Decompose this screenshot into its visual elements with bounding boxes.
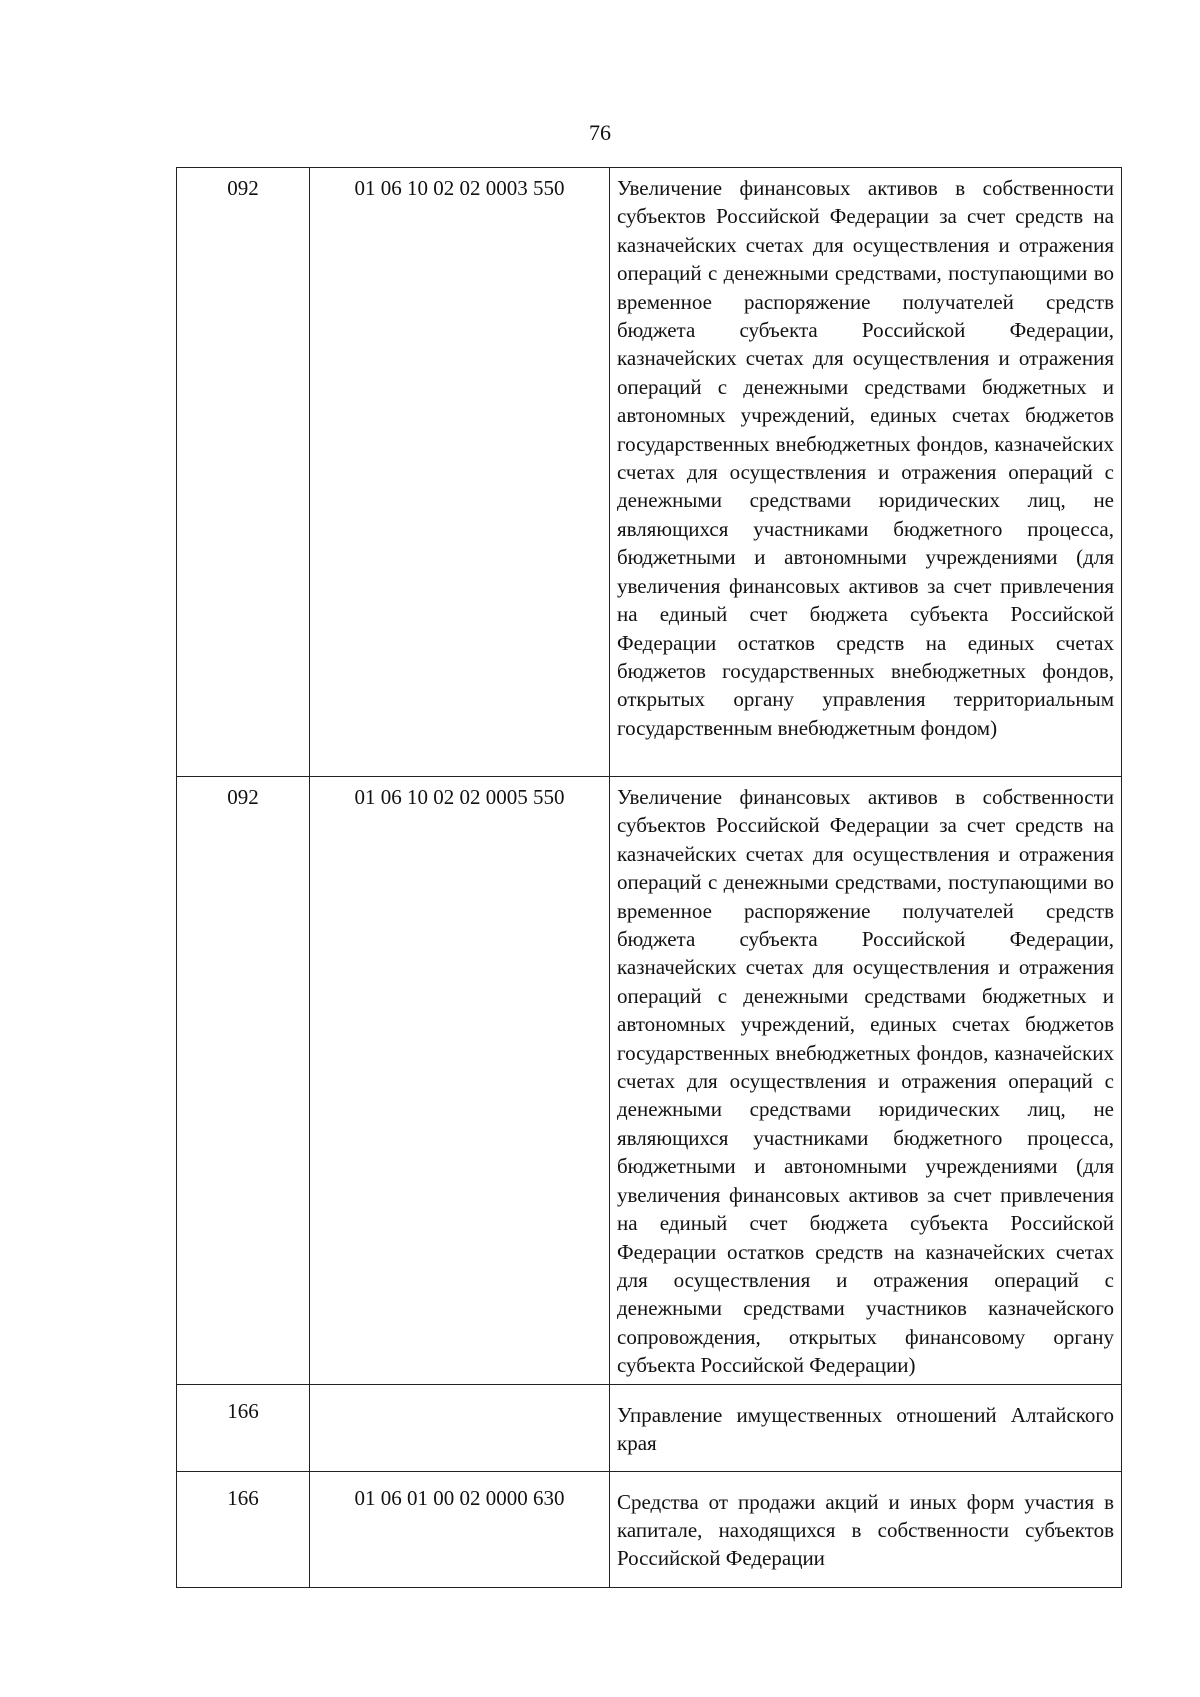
- admin-code-cell: 092: [177, 777, 310, 1385]
- table-row: [177, 1384, 1122, 1471]
- table-row: [177, 1471, 1122, 1587]
- source-name-cell: Увеличение финансовых активов в собственности субъектов Российской Федерации за счет средств на казначейских счетах для осуществления и отражения операций с денежными средствами, поступающими во временное распоряжение получателей средств бюджета субъекта Российской Федерации, казначейских счетах для осуществления и отражения операций с денежными средствами бюджетных и автономных учреждений, единых счетах бюджетов государственных внебюджетных фондов, казначейских счетах для осуществления и отражения операций с денежными средствами юридических лиц, не являющихся участниками бюджетного процесса, бюджетными и автономными учреждениями (для увеличения финансовых активов за счет привлечения на единый счет бюджета субъекта Российской Федерации остатков средств на единых счетах бюджетов государственных внебюджетных фондов, открытых органу управления территориальным государственным внебюджетным фондом): [610, 168, 1122, 777]
- admin-code-cell: 166: [177, 1384, 310, 1471]
- page-number: 76: [589, 120, 611, 145]
- source-name-cell: Средства от продажи акций и иных форм участия в капитале, находящихся в собственности субъектов Российской Федерации: [610, 1471, 1122, 1587]
- admin-code-cell: 092: [177, 168, 310, 777]
- source-code-cell: 01 06 01 00 02 0000 630: [310, 1471, 610, 1587]
- source-code-cell: 01 06 10 02 02 0005 550: [310, 777, 610, 1385]
- budget-sources-table: [176, 167, 1122, 1588]
- source-name-cell: Увеличение финансовых активов в собственности субъектов Российской Федерации за счет средств на казначейских счетах для осуществления и отражения операций с денежными средствами, поступающими во временное распоряжение получателей средств бюджета субъекта Российской Федерации, казначейских счетах для осуществления и отражения операций с денежными средствами бюджетных и автономных учреждений, единых счетах бюджетов государственных внебюджетных фондов, казначейских счетах для осуществления и отражения операций с денежными средствами юридических лиц, не являющихся участниками бюджетного процесса, бюджетными и автономными учреждениями (для увеличения финансовых активов за счет привлечения на единый счет бюджета субъекта Российской Федерации остатков средств на казначейских счетах для осуществления и отражения операций с денежными средствами участников казначейского сопровождения, открытых финансовому органу субъекта Российской Федерации): [610, 777, 1122, 1385]
- admin-code-cell: 166: [177, 1471, 310, 1587]
- table-row: [177, 168, 1122, 777]
- table-row: [177, 777, 1122, 1385]
- source-code-cell: [310, 1384, 610, 1471]
- source-name-cell: Управление имущественных отношений Алтайского края: [610, 1384, 1122, 1471]
- source-code-cell: 01 06 10 02 02 0003 550: [310, 168, 610, 777]
